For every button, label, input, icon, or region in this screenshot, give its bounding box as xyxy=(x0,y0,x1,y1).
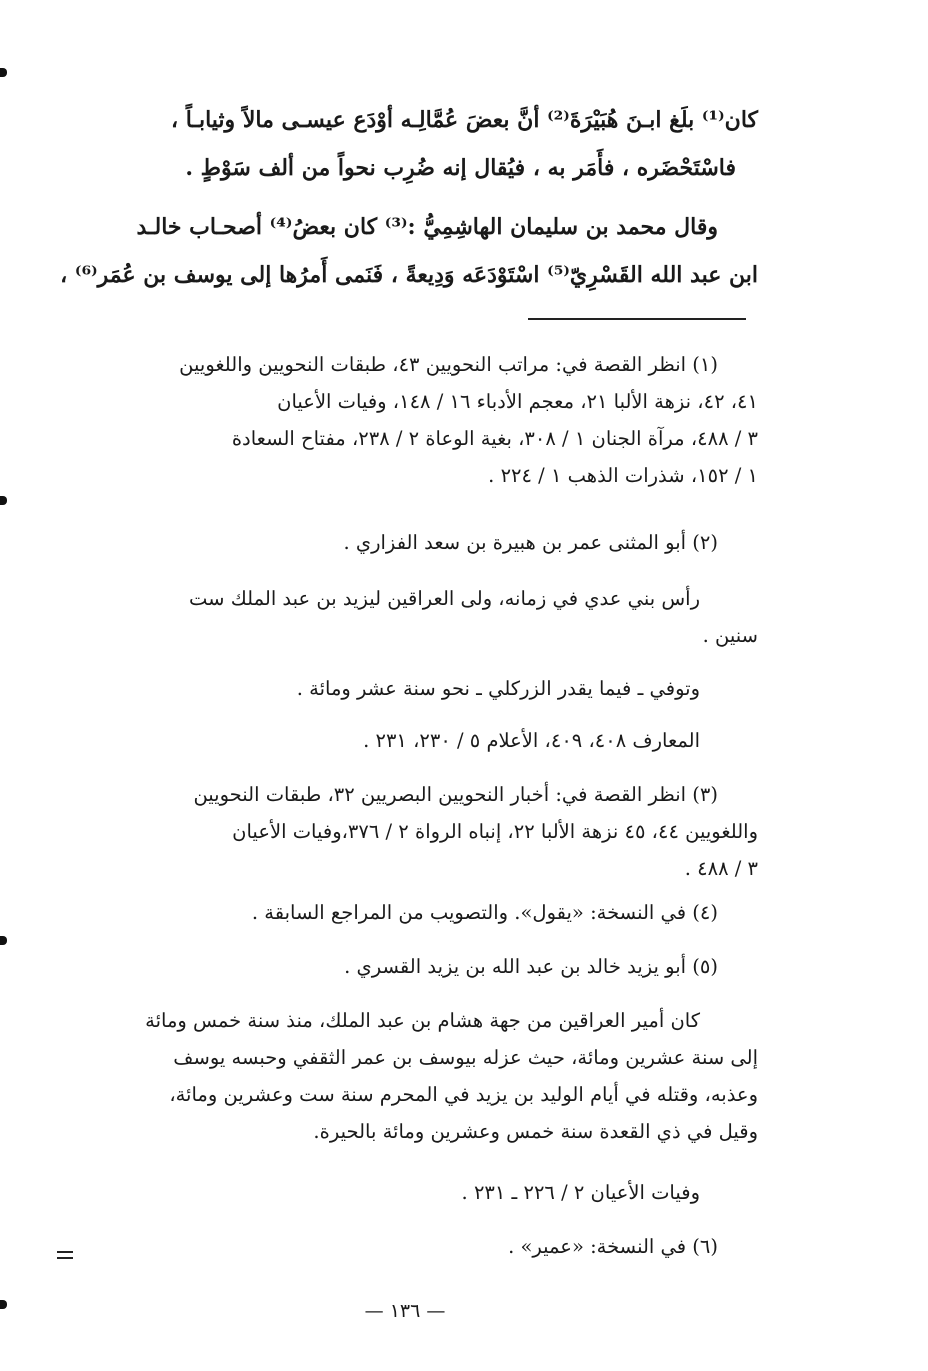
footnote-5-refs xyxy=(58,1174,758,1211)
scan-edge-mark xyxy=(0,936,7,945)
footnote-line: ٤١، ٤٢، نزهة الألبا ٢١، معجم الأدباء ١٦ / ١٤٨، وفيات الأعيان xyxy=(277,390,758,413)
footnote-1 xyxy=(58,346,758,494)
footnote-line: (٦) في النسخة: «عمير» . xyxy=(508,1235,718,1258)
footnote-5-body xyxy=(58,1002,758,1150)
footnote-2-refs xyxy=(58,722,758,759)
footnote-2-title xyxy=(58,524,758,561)
margin-mark xyxy=(57,1251,73,1259)
footnote-line: (٥) أبو يزيد خالد بن عبد الله بن يزيد القسري . xyxy=(344,955,718,978)
footnote-line: (٣) انظر القصة في: أخبار النحويين البصريين ٣٢، طبقات النحويين xyxy=(193,783,718,806)
text-line: وقال محمد بن سليمان الهاشِمِيُّ :⁽³⁾ كان بعضُ⁽⁴⁾ أصحـاب خالـد xyxy=(136,214,718,240)
footnote-3 xyxy=(58,776,758,887)
footnote-separator xyxy=(528,318,746,320)
footnote-line: (٤) في النسخة: «يقول». والتصويب من المراجع السابقة . xyxy=(251,901,718,924)
footnote-line: (٢) أبو المثنى عمر بن هبيرة بن سعد الفزاري . xyxy=(343,531,718,554)
footnote-line: وعذبه، وقتله في أيام الوليد بن يزيد في المحرم سنة ست وعشرين ومائة، xyxy=(169,1083,758,1106)
scan-edge-mark xyxy=(0,496,7,505)
footnote-6 xyxy=(58,1228,758,1265)
footnote-line: المعارف ٤٠٨، ٤٠٩، الأعلام ٥ / ٢٣٠، ٢٣١ . xyxy=(363,729,700,752)
footnote-line: واللغويين ٤٤، ٤٥ نزهة الألبا ٢٢، إنباه الرواة ٢ / ٣٧٦،وفيات الأعيان xyxy=(232,820,758,843)
footnote-5-title xyxy=(58,948,758,985)
footnote-line: (١) انظر القصة في: مراتب النحويين ٤٣، طبقات النحويين واللغويين xyxy=(179,353,718,376)
footnote-line: وفيات الأعيان ٢ / ٢٢٦ ـ ٢٣١ . xyxy=(461,1181,700,1204)
text-line: فاسْتَحْضَره ، فأَمَر به ، فيُقال إنه ضُرِب نحواً من ألف سَوْطٍ . xyxy=(185,155,736,181)
footnote-line: وتوفي ـ فيما يقدر الزركلي ـ نحو سنة عشر ومائة . xyxy=(296,677,700,700)
text-line: ابن عبد الله القَسْرِيّ⁽⁵⁾ اسْتَوْدَعَه وَدِيعةً ، فَنَمى أَمرُها إلى يوسف بن عُمَر⁽⁶⁾ ، xyxy=(60,262,758,288)
scan-edge-mark xyxy=(0,68,7,77)
footnote-line: وقيل في ذي القعدة سنة خمس وعشرين ومائة بالحيرة. xyxy=(313,1120,758,1143)
main-paragraph-1 xyxy=(58,96,758,192)
footnote-4 xyxy=(58,894,758,931)
footnote-line: ٣ / ٤٨٨ . xyxy=(684,857,758,880)
footnote-2-body xyxy=(58,580,758,654)
footnote-line: رأس بني عدي في زمانه، ولى العراقين ليزيد بن عبد الملك ست xyxy=(189,587,700,610)
text-line: كان⁽¹⁾ بلَغ ابـنَ هُبَيْرَةَ⁽²⁾ أنَّ بعضَ عُمَّالِـه أوْدَع عيسـى مالاً وثيابـاً ، xyxy=(171,107,758,133)
footnote-line: سنين . xyxy=(702,624,758,647)
footnote-line: ١ / ١٥٢، شذرات الذهب ١ / ٢٢٤ . xyxy=(488,464,758,487)
main-paragraph-2 xyxy=(58,203,758,299)
footnote-line: ٣ / ٤٨٨، مرآة الجنان ١ / ٣٠٨، بغية الوعاة ٢ / ٢٣٨، مفتاح السعادة xyxy=(231,427,758,450)
footnote-2-death xyxy=(58,670,758,707)
page-number: — ١٣٦ — xyxy=(364,1300,446,1322)
footnote-line: كان أمير العراقين من جهة هشام بن عبد الملك، منذ سنة خمس ومائة xyxy=(145,1009,700,1032)
footnote-line: إلى سنة عشرين ومائة، حيث عزله بيوسف بن عمر الثقفي وحبسه يوسف xyxy=(173,1046,758,1069)
